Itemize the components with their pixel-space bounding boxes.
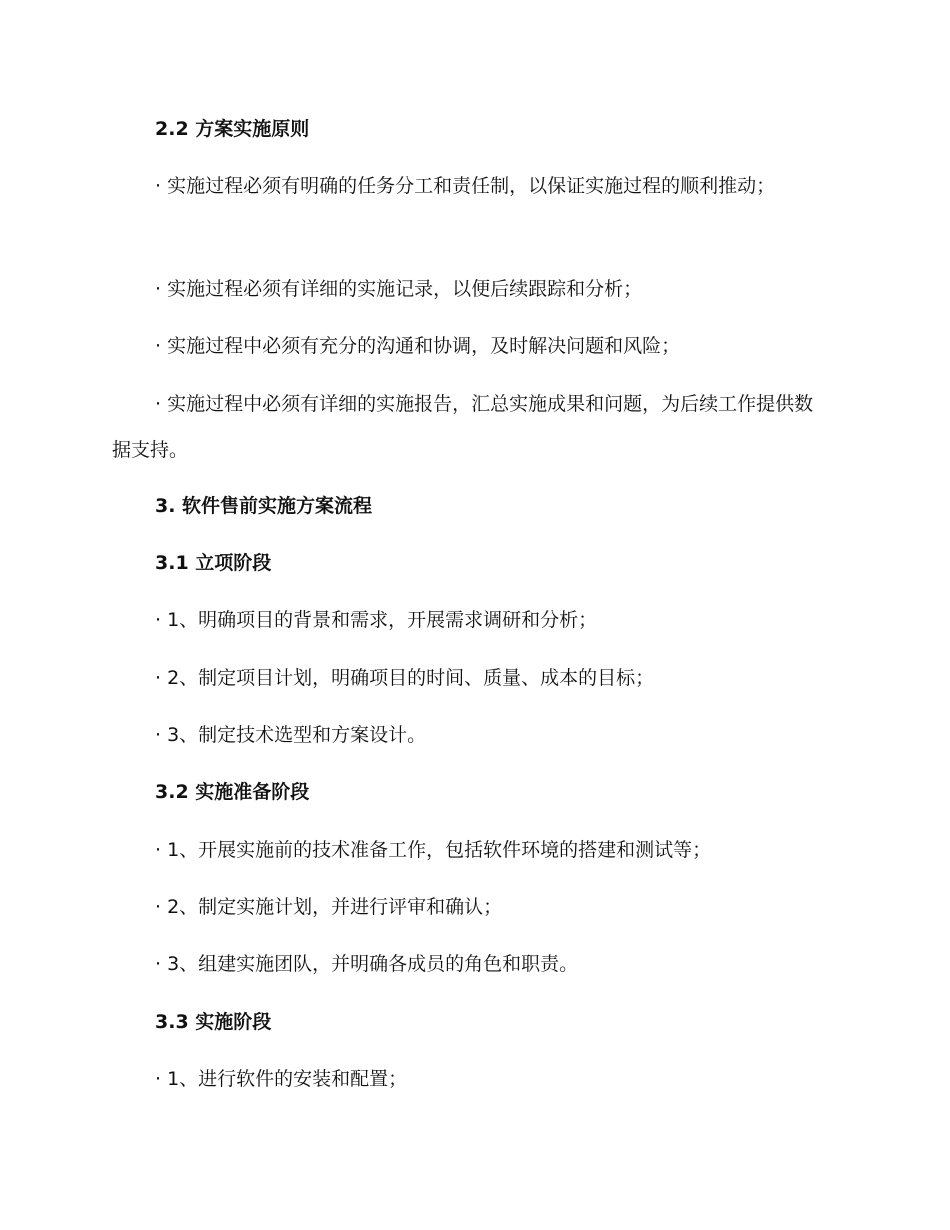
bullet-paragraph: · 实施过程必须有明确的任务分工和责任制，以保证实施过程的顺利推动； <box>155 175 776 197</box>
list-item: · 1、进行软件的安装和配置； <box>155 1068 408 1090</box>
list-item: · 1、明确项目的背景和需求，开展需求调研和分析； <box>155 609 598 631</box>
list-item: · 2、制定实施计划，并进行评审和确认； <box>155 896 503 918</box>
section-heading-3-2: 3.2 实施准备阶段 <box>155 781 310 803</box>
bullet-paragraph: · 实施过程必须有详细的实施记录，以便后续跟踪和分析； <box>155 278 643 300</box>
section-heading-3-1: 3.1 立项阶段 <box>155 552 272 574</box>
list-item: · 3、制定技术选型和方案设计。 <box>155 724 427 746</box>
list-item: · 2、制定项目计划，明确项目的时间、质量、成本的目标； <box>155 667 655 689</box>
section-heading-3-3: 3.3 实施阶段 <box>155 1011 272 1033</box>
list-item: · 1、开展实施前的技术准备工作，包括软件环境的搭建和测试等； <box>155 839 712 861</box>
section-heading-3: 3. 软件售前实施方案流程 <box>155 495 373 517</box>
bullet-paragraph: · 实施过程中必须有充分的沟通和协调，及时解决问题和风险； <box>155 335 681 357</box>
bullet-paragraph: · 实施过程中必须有详细的实施报告，汇总实施成果和问题，为后续工作提供数据支持。 <box>112 393 814 461</box>
section-heading-2-2: 2.2 方案实施原则 <box>155 118 310 140</box>
list-item: · 3、组建实施团队，并明确各成员的角色和职责。 <box>155 953 579 975</box>
